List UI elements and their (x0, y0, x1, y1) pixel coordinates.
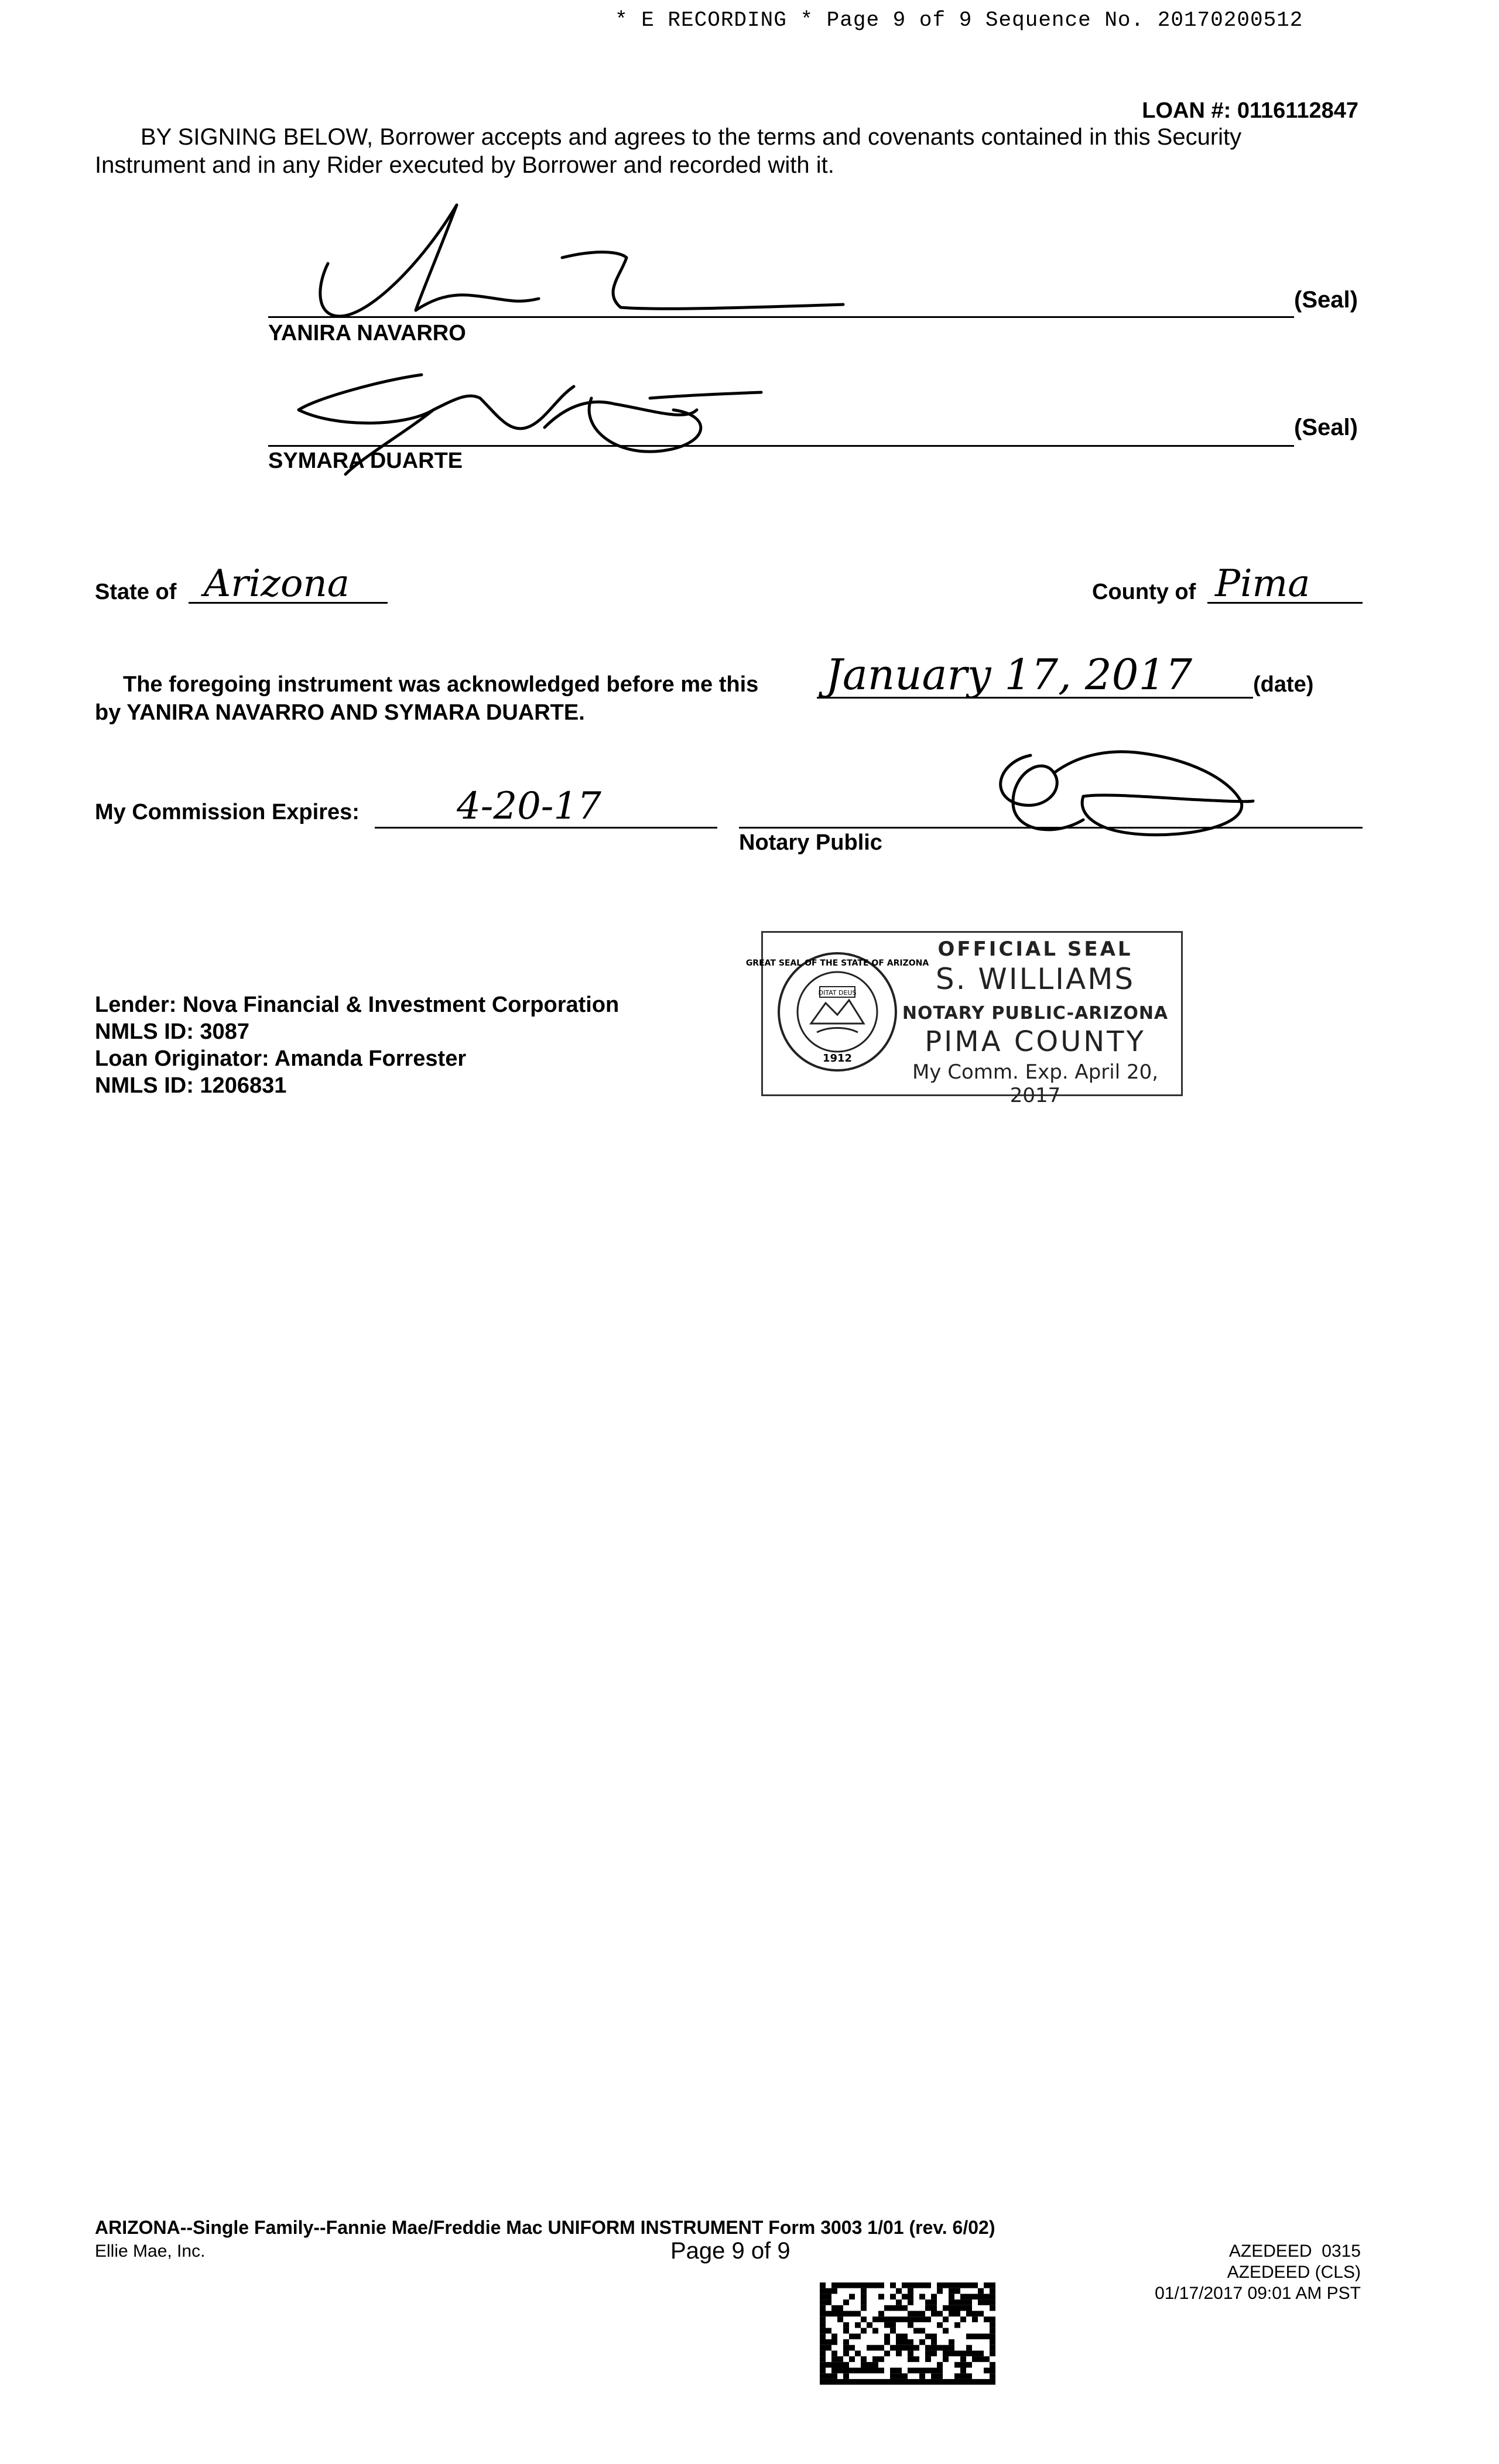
seal-text: GREAT SEAL OF THE STATE OF ARIZONA (745, 959, 929, 968)
footer-code-1: AZEDEED 0315 (1228, 2241, 1361, 2261)
commission-value: 4-20-17 (457, 785, 601, 828)
intro-line-1: BY SIGNING BELOW, Borrower accepts and agrees to the terms and covenants contained in this Security (141, 124, 1242, 150)
footer-publisher: Ellie Mae, Inc. (95, 2241, 206, 2261)
recording-header: * E RECORDING * Page 9 of 9 Sequence No. 20170200512 (615, 8, 1303, 32)
loan-label: LOAN #: (1142, 98, 1231, 123)
stamp-title: NOTARY PUBLIC-ARIZONA (902, 1003, 1169, 1024)
document-barcode (820, 2282, 995, 2386)
originator-line: Loan Originator: Amanda Forrester (95, 1046, 467, 1071)
signature-seal-2: (Seal) (1294, 415, 1358, 440)
footer-page: Page 9 of 9 (670, 2238, 790, 2264)
date-label: (date) (1253, 672, 1314, 697)
footer-form-title: ARIZONA--Single Family--Fannie Mae/Freddie Mac UNIFORM INSTRUMENT Form 3003 1/01 (rev. 6/02) (95, 2217, 995, 2238)
acknowledgment-text: The foregoing instrument was acknowledged before me this (123, 672, 759, 697)
signature-line-1 (268, 316, 1294, 318)
county-value: Pima (1215, 562, 1310, 605)
signature-line-2 (268, 445, 1294, 447)
signer-name-1: YANIRA NAVARRO (268, 321, 466, 345)
lender-line: Lender: Nova Financial & Investment Corporation (95, 993, 620, 1017)
lender-nmls: NMLS ID: 3087 (95, 1019, 249, 1044)
footer-code-2: AZEDEED (CLS) (1227, 2263, 1361, 2282)
stamp-expiry: My Comm. Exp. April 20, 2017 (912, 1060, 1159, 1107)
official-seal-stamp (745, 931, 1183, 1107)
seal-motto: DITAT DEUS (818, 989, 857, 997)
notary-signature-line (739, 827, 1363, 829)
county-label: County of (1092, 580, 1196, 604)
intro-line-2: Instrument and in any Rider executed by Borrower and recorded with it. (95, 152, 834, 178)
state-value: Arizona (204, 562, 350, 605)
seal-year: 1912 (822, 1052, 853, 1065)
commission-label: My Commission Expires: (95, 800, 360, 824)
arizona-state-seal (745, 944, 929, 1079)
originator-nmls: NMLS ID: 1206831 (95, 1073, 287, 1098)
acknowledgment-date: January 17, 2017 (826, 650, 1193, 699)
stamp-county: PIMA COUNTY (925, 1025, 1146, 1058)
notary-public-label: Notary Public (739, 830, 882, 855)
acknowledgment-by-line: by YANIRA NAVARRO AND SYMARA DUARTE. (95, 700, 585, 725)
footer-timestamp: 01/17/2017 09:01 AM PST (1155, 2284, 1361, 2303)
loan-number: 0116112847 (1237, 98, 1358, 123)
stamp-heading: OFFICIAL SEAL (937, 937, 1133, 961)
state-label: State of (95, 580, 177, 604)
loan-number-line (1142, 98, 1358, 124)
signature-seal-1: (Seal) (1294, 287, 1358, 313)
stamp-name: S. WILLIAMS (935, 962, 1135, 996)
signer-name-2: SYMARA DUARTE (268, 449, 463, 473)
notary-signature (966, 738, 1317, 855)
